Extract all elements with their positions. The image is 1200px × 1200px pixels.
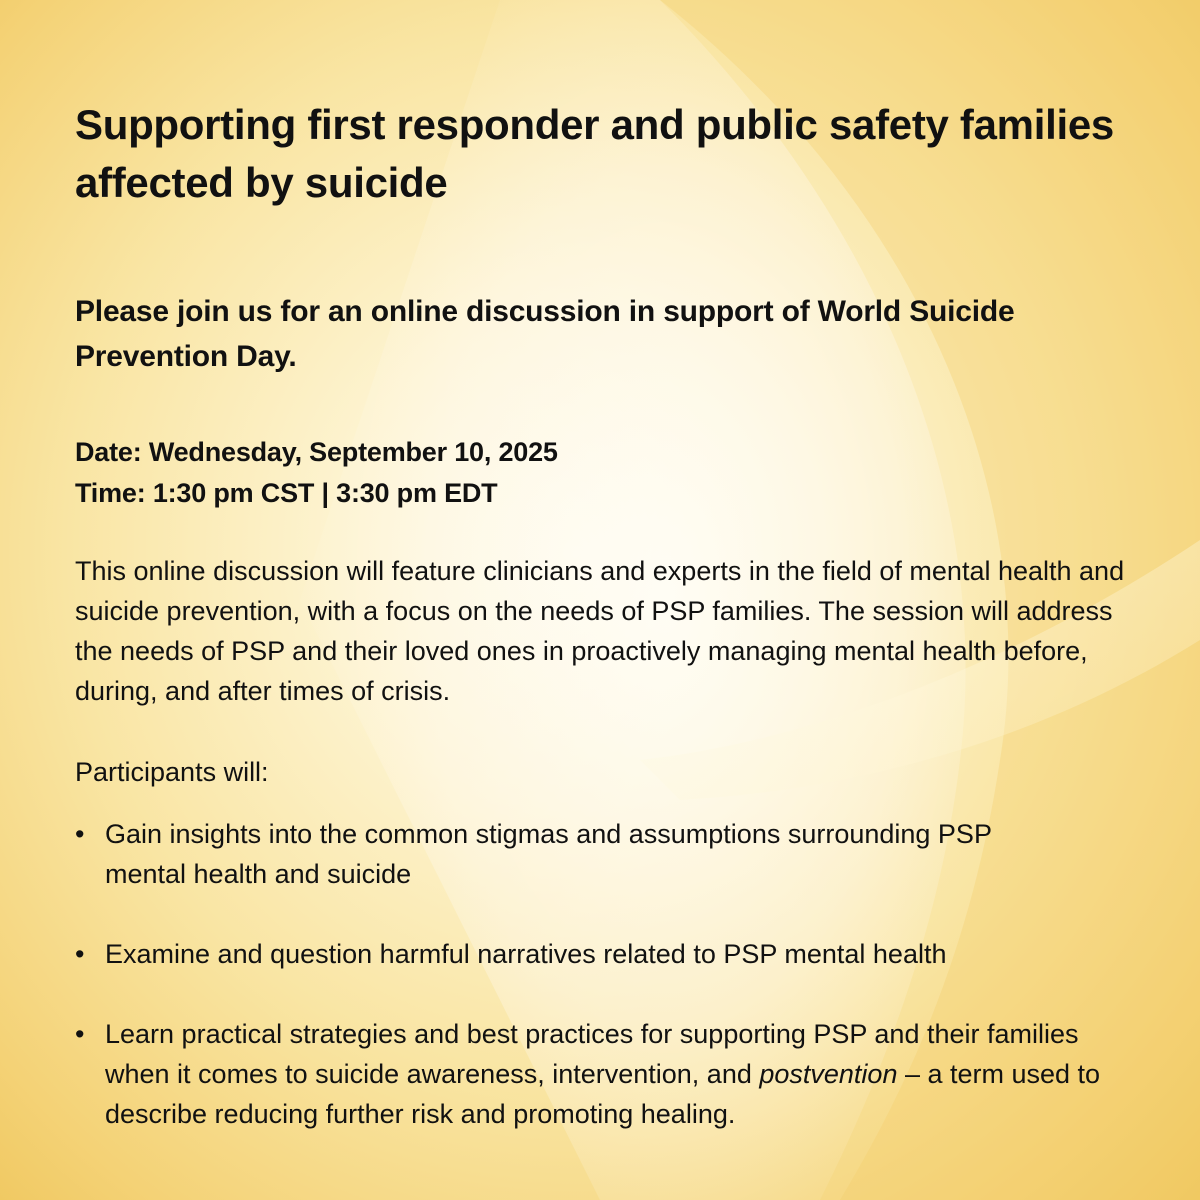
event-title: Supporting first responder and public safety families affected by suicide bbox=[75, 101, 1114, 206]
list-item-text-start: Learn practical strategies and best practices for supporting PSP and their families when it comes to suicide awareness, intervention, and bbox=[105, 1019, 1079, 1089]
list-item bbox=[75, 1014, 1135, 1134]
postvention-term: postvention bbox=[759, 1059, 898, 1089]
event-time: Time: 1:30 pm CST | 3:30 pm EDT bbox=[75, 478, 498, 508]
event-description: This online discussion will feature clinicians and experts in the field of mental health and suicide prevention, with a focus on the needs of PSP families. The session will address the needs of PSP and their loved ones in proactively managing mental health before, during, and after times of crisis. bbox=[75, 556, 1125, 706]
list-item-text: Gain insights into the common stigmas and assumptions surrounding PSP mental health and suicide bbox=[105, 819, 992, 889]
list-item bbox=[75, 814, 1065, 894]
bullet-icon: • bbox=[75, 939, 85, 969]
bullet-icon: • bbox=[75, 1019, 85, 1049]
list-item bbox=[75, 934, 1135, 974]
bullet-icon: • bbox=[75, 819, 85, 849]
invitation-text: Please join us for an online discussion in support of World Suicide Prevention Day. bbox=[75, 295, 1015, 373]
list-item-text: Examine and question harmful narratives related to PSP mental health bbox=[105, 939, 947, 969]
flyer-content bbox=[75, 96, 1135, 1174]
participants-intro: Participants will: bbox=[75, 757, 269, 787]
list-item-text-end: – a term used to describe reducing further risk and promoting healing. bbox=[105, 1059, 1101, 1129]
outcomes-list bbox=[75, 814, 1135, 1134]
event-details bbox=[75, 432, 1135, 514]
event-date: Date: Wednesday, September 10, 2025 bbox=[75, 437, 558, 467]
